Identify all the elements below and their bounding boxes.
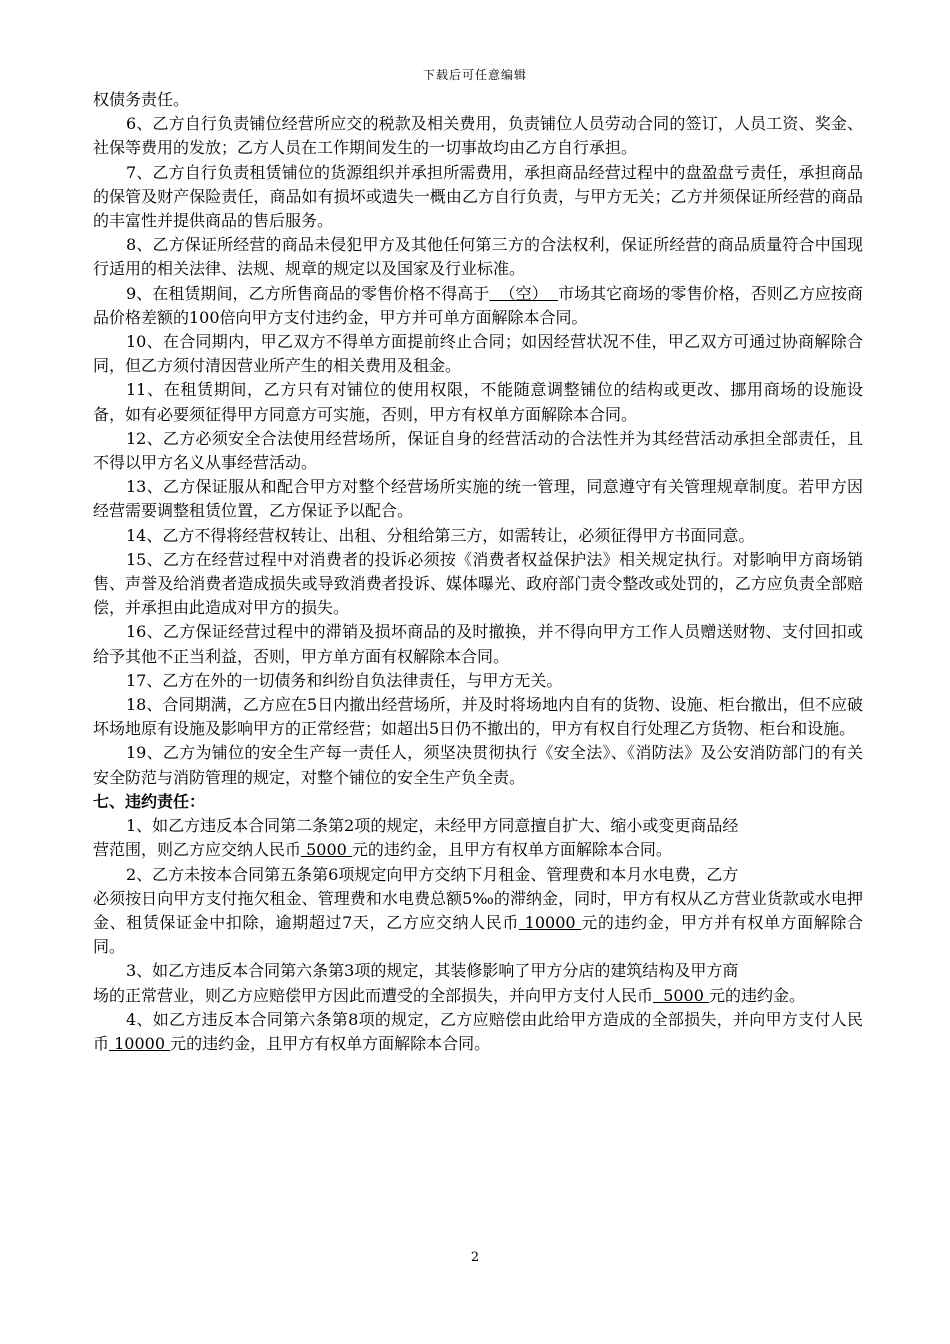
document-body [93, 88, 863, 1056]
page-header: 下载后可任意编辑 [422, 68, 527, 82]
penalty-2-text-end: 元的违约金，甲方并有权单方面解除合同。 [93, 912, 863, 957]
clause-7: 7、乙方自行负责租赁铺位的货源组织并承担所需费用，承担商品经营过程中的盘盈盘亏责任，承担商品的保管及财产保险责任，商品如有损坏或遗失一概由乙方自行负责，与甲方无关；乙方并须保证所经营的商品的丰富性并提供商品的售后服务。 [93, 162, 863, 231]
clause-15: 15、乙方在经营过程中对消费者的投诉必须按《消费者权益保护法》相关规定执行。对影响甲方商场销售、声誉及给消费者造成损失或导致消费者投诉、媒体曝光、政府部门责令整改或处罚的，乙方应负责全部赔偿，并承担由此造成对甲方的损失。 [93, 549, 863, 618]
penalty-4-text: 4、如乙方违反本合同第六条第8项的规定，乙方应赔偿由此给甲方造成的全部损失，并向甲方支付人民币 [93, 1009, 863, 1053]
clause-10: 10、在合同期内，甲乙双方不得单方面提前终止合同；如因经营状况不佳，甲乙双方可通过协商解除合同，但乙方须付清因营业所产生的相关费用及租金。 [93, 332, 863, 376]
penalty-4 [93, 1008, 863, 1056]
clause-9-text-b: 市场其它商场的零售价格，否则乙方应按商品价格差额的100倍向甲方支付违约金，甲方并可单方面解除本合同。 [93, 283, 863, 327]
clause-6: 6、乙方自行负责铺位经营所应交的税款及相关费用，负责铺位人员劳动合同的签订，人员工资、奖金、社保等费用的发放；乙方人员在工作期间发生的一切事故均由乙方自行承担。 [93, 114, 863, 158]
clause-9-blank: （空） [489, 283, 559, 303]
clause-14: 14、乙方不得将经营权转让、出租、分租给第三方，如需转让，必须征得甲方书面同意。 [126, 525, 755, 545]
clause-19: 19、乙方为铺位的安全生产每一责任人，须坚决贯彻执行《安全法》、《消防法》及公安消防部门的有关安全防范与消防管理的规定，对整个铺位的安全生产负全责。 [93, 743, 863, 787]
penalty-2-text: 必须按日向甲方支付拖欠租金、管理费和水电费总额5‰的滞纳金，同时，甲方有权从乙方营业货款或水电押金、租赁保证金中扣除，逾期超过7天，乙方应交纳人民币 [93, 888, 863, 932]
clause-18: 18、合同期满，乙方应在5日内撤出经营场所，并及时将场地内自有的货物、设施、柜台撤出，但不应破坏场地原有设施及影响甲方的正常经营；如超出5日仍不撤出的，甲方有权自行处理乙方货物、柜台和设施。 [93, 695, 863, 739]
penalty-3-text-end: 元的违约金。 [709, 985, 806, 1005]
continuation-text: 权债务责任。 [93, 90, 190, 109]
penalty-1-line-a: 1、如乙方违反本合同第二条第2项的规定，未经甲方同意擅自扩大、缩小或变更商品经 [126, 816, 739, 836]
penalty-2-line-a: 2、乙方未按本合同第五条第6项规定向甲方交纳下月租金、管理费和本月水电费，乙方 [126, 864, 739, 884]
clause-9-text-a: 9、在租赁期间，乙方所售商品的零售价格不得高于 [126, 283, 490, 303]
penalty-1-text: 营范围，则乙方应交纳人民币 [93, 840, 302, 860]
clause-9 [93, 282, 863, 330]
penalty-3-line-a: 3、如乙方违反本合同第六条第3项的规定，其装修影响了甲方分店的建筑结构及甲方商 [126, 961, 739, 981]
clause-17: 17、乙方在外的一切债务和纠纷自负法律责任，与甲方无关。 [126, 670, 563, 690]
penalty-2-amount: 10000 [518, 912, 582, 932]
clause-8: 8、乙方保证所经营的商品未侵犯甲方及其他任何第三方的合法权利，保证所经营的商品质量符合中国现行适用的相关法律、法规、规章的规定以及国家及行业标准。 [93, 235, 863, 279]
penalty-1-line-b [93, 838, 863, 862]
penalty-1-amount: 5000 [301, 840, 352, 860]
penalty-3-amount: 5000 [653, 985, 709, 1005]
penalty-1-text-end: 元的违约金，且甲方有权单方面解除本合同。 [351, 840, 672, 860]
penalty-3-text: 场的正常营业，则乙方应赔偿甲方因此而遭受的全部损失，并向甲方支付人民币 [93, 985, 654, 1005]
penalty-3-line-b [93, 984, 863, 1008]
penalty-4-amount: 10000 [109, 1033, 171, 1053]
clause-13: 13、乙方保证服从和配合甲方对整个经营场所实施的统一管理，同意遵守有关管理规章制度。若甲方因经营需要调整租赁位置，乙方保证予以配合。 [93, 477, 863, 521]
section-7-heading: 七、违约责任： [93, 791, 206, 811]
clause-12: 12、乙方必须安全合法使用经营场所，保证自身的经营活动的合法性并为其经营活动承担全部责任，且不得以甲方名义从事经营活动。 [93, 428, 863, 473]
clause-16: 16、乙方保证经营过程中的滞销及损坏商品的及时撤换，并不得向甲方工作人员赠送财物、支付回扣或给予其他不正当利益，否则，甲方单方面有权解除本合同。 [93, 622, 863, 666]
penalty-2-line-b [93, 887, 863, 960]
clause-11: 11、在租赁期间，乙方只有对铺位的使用权限，不能随意调整铺位的结构或更改、挪用商场的设施设备，如有必要须征得甲方同意方可实施，否则，甲方有权单方面解除本合同。 [93, 380, 863, 424]
penalty-4-text-end: 元的违约金，且甲方有权单方面解除本合同。 [170, 1033, 491, 1053]
page-number: 2 [470, 1250, 480, 1265]
